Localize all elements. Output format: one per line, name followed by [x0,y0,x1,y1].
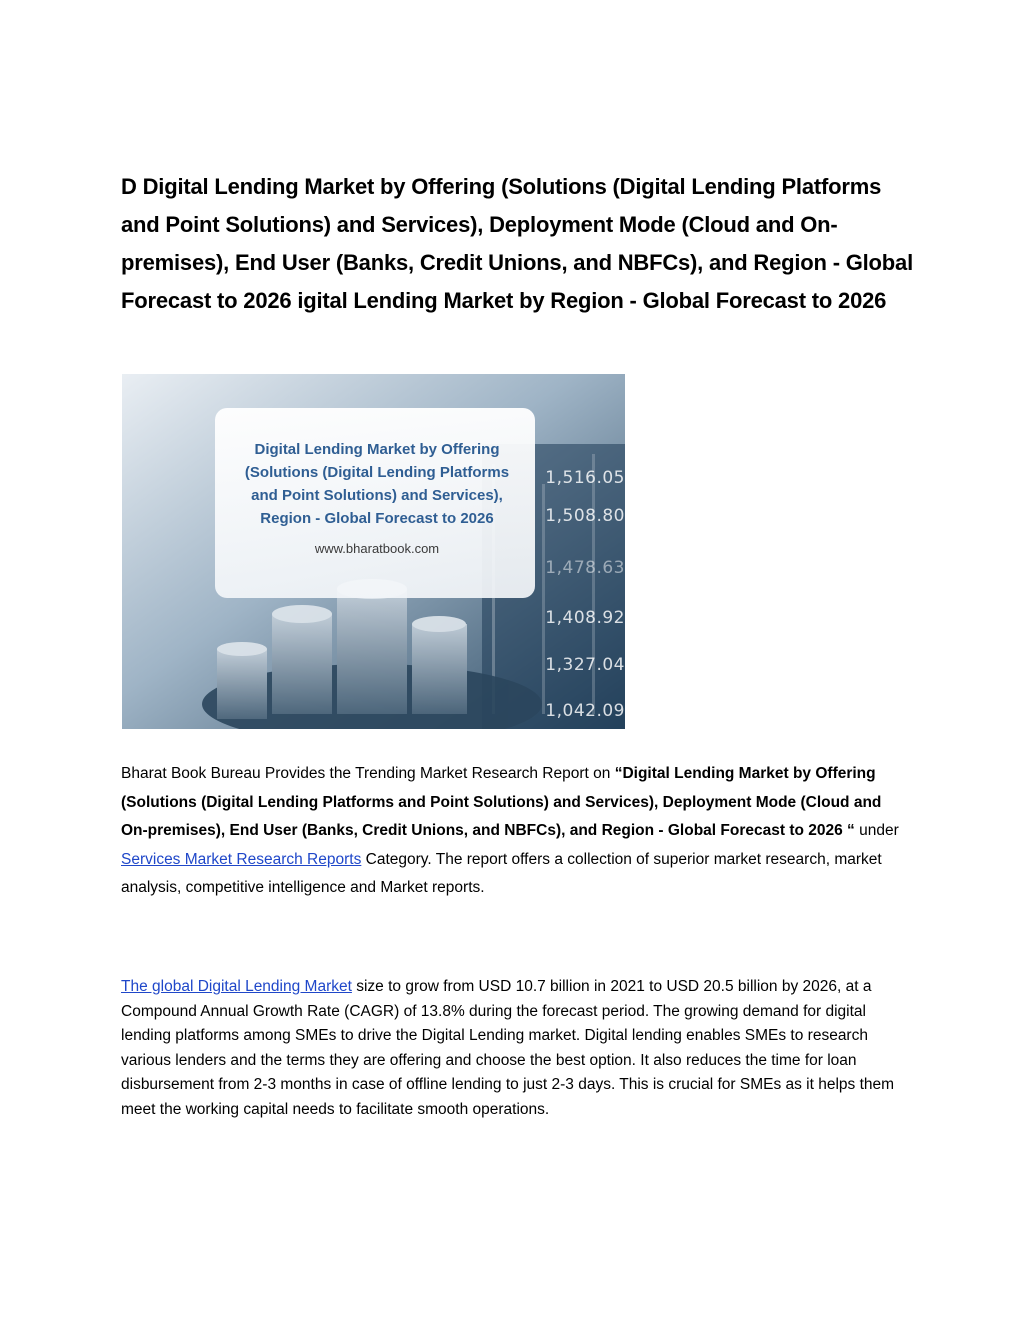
ticker-number: 1,508.80 [545,506,625,526]
ticker-number: 1,042.09 [545,701,625,721]
banner-heading-line: Region - Global Forecast to 2026 [260,510,494,527]
intro-paragraph [121,760,911,903]
global-market-link[interactable]: The global Digital Lending Market [121,978,352,995]
banner-heading-line: and Point Solutions) and Services), [251,487,503,504]
summary-paragraph [121,975,911,1122]
ticker-number: 1,516.05 [545,468,625,488]
banner-overlay [122,374,625,729]
banner-heading-line: Digital Lending Market by Offering [254,441,500,458]
ticker-number: 1,478.63 [545,558,625,578]
intro-lead: Bharat Book Bureau Provides the Trending Market Research Report on [121,765,615,782]
services-category-link[interactable]: Services Market Research Reports [121,850,362,868]
intro-tail: Category. The report offers a collection of superior market research, market analysis, competitive intelligence and Market reports. [121,850,882,896]
page-title: D Digital Lending Market by Offering (Solutions (Digital Lending Platforms and Point Solutions) and Services), Deployment Mode (Cloud and On-premises), End User (Banks, Credit Unions, and NBFCs), and Region - Global Forecast to 2026 igital Lending Market by Region - Global Forecast to 2026 [121,174,913,313]
report-title-bold: “Digital Lending Market by Offering (Solutions (Digital Lending Platforms and Point Solutions) and Services), Deployment Mode (Cloud and On-premises), End User (Banks, Credit Unions, and NBFCs), and Region - Global Forecast to 2026 “ [121,765,882,839]
intro-under: under [854,822,899,839]
ticker-number: 1,408.92 [545,608,625,628]
banner-heading-line: (Solutions (Digital Lending Platforms [244,464,510,481]
summary-body: size to grow from USD 10.7 billion in 2021 to USD 20.5 billion by 2026, at a Compound Annual Growth Rate (CAGR) of 13.8% during the forecast period. The growing demand for digital lending platforms among SMEs to drive the Digital Lending market. Digital lending enables SMEs to research various lenders and the terms they are offering and choose the best option. It also reduces the time for loan disbursement from 2-3 months in case of offline lending to just 2-3 days. This is crucial for SMEs as it helps them meet the working capital needs to facilitate smooth operations. [121,978,895,1118]
banner-url: www.bharatbook.com [314,541,440,556]
ticker-number: 1,327.04 [545,655,625,675]
